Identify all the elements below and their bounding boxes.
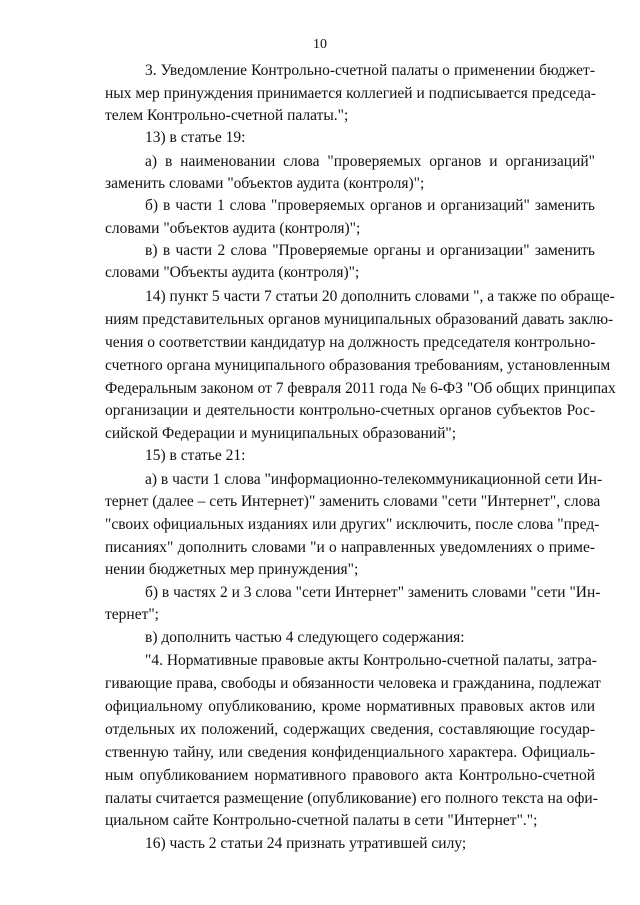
paragraph-line: б) в частях 2 и 3 слова "сети Интернет" заменить словами "сети "Ин-	[145, 584, 601, 601]
paragraph-line: а) в части 1 слова "информационно-телекоммуникационной сети Ин-	[145, 471, 603, 488]
paragraph-line: тернет";	[105, 606, 159, 623]
paragraph-line: 16) часть 2 статьи 24 признать утратившей силу;	[145, 835, 467, 852]
paragraph-line: Федеральным законом от 7 февраля 2011 года № 6-ФЗ "Об общих принципах	[105, 380, 616, 397]
paragraph-line: гивающие права, свободы и обязанности человека и гражданина, подлежат	[105, 675, 601, 692]
paragraph-line: чения о соответствии кандидатур на должность председателя контрольно-	[105, 334, 596, 351]
paragraph-line: телем Контрольно-счетной палаты.";	[105, 107, 349, 124]
paragraph-line: "4. Нормативные правовые акты Контрольно-счетной палаты, затра-	[145, 652, 597, 669]
paragraph-line: писаниях" дополнить словами "и о направленных уведомлениях о приме-	[105, 539, 595, 556]
paragraph-line: отдельных их положений, содержащих сведения, составляющие государ-	[105, 721, 595, 738]
page-number: 10	[313, 37, 327, 52]
paragraph-line: в) дополнить частью 4 следующего содержания:	[145, 629, 465, 646]
paragraph-line: а) в наименовании слова "проверяемых органов и организаций"	[145, 153, 595, 170]
paragraph-line: официальному опубликованию, кроме нормативных правовых актов или	[105, 698, 595, 715]
paragraph-line: палаты считается размещение (опубликование) его полного текста на офи-	[105, 790, 598, 807]
paragraph-line: словами "Объекты аудита (контроля)";	[105, 264, 360, 281]
paragraph-line: в) в части 2 слова "Проверяемые органы и организации" заменить	[145, 242, 595, 259]
paragraph-line: нении бюджетных мер принуждения";	[105, 561, 359, 578]
paragraph-line: ниям представительных органов муниципальных образований давать заклю-	[105, 311, 614, 328]
paragraph-line: 3. Уведомление Контрольно-счетной палаты о применении бюджет-	[145, 62, 595, 79]
paragraph-line: циальном сайте Контрольно-счетной палаты в сети "Интернет".";	[105, 812, 538, 829]
paragraph-line: ственную тайну, или сведения конфиденциального характера. Официаль-	[105, 744, 595, 761]
paragraph-line: ных мер принуждения принимается коллегией и подписывается председа-	[105, 85, 597, 102]
paragraph-line: организации и деятельности контрольно-счетных органов субъектов Рос-	[105, 402, 595, 419]
paragraph-line: "своих официальных изданиях или других" исключить, после слова "пред-	[105, 516, 600, 533]
paragraph-line: б) в части 1 слова "проверяемых органов и организаций" заменить	[145, 197, 595, 214]
paragraph-line: 14) пункт 5 части 7 статьи 20 дополнить словами ", а также по обраще-	[145, 288, 615, 305]
paragraph-line: счетного органа муниципального образования требованиям, установленным	[105, 357, 611, 374]
paragraph-line: словами "объектов аудита (контроля)";	[105, 220, 361, 237]
paragraph-line: 13) в статье 19:	[145, 129, 246, 146]
paragraph-line: 15) в статье 21:	[145, 447, 246, 464]
paragraph-line: ным опубликованием нормативного правового акта Контрольно-счетной	[105, 767, 595, 784]
paragraph-line: тернет (далее – сеть Интернет)" заменить словами "сети "Интернет", слова	[105, 493, 601, 510]
paragraph-line: заменить словами "объектов аудита (контроля)";	[105, 175, 425, 192]
paragraph-line: сийской Федерации и муниципальных образований";	[105, 425, 457, 442]
